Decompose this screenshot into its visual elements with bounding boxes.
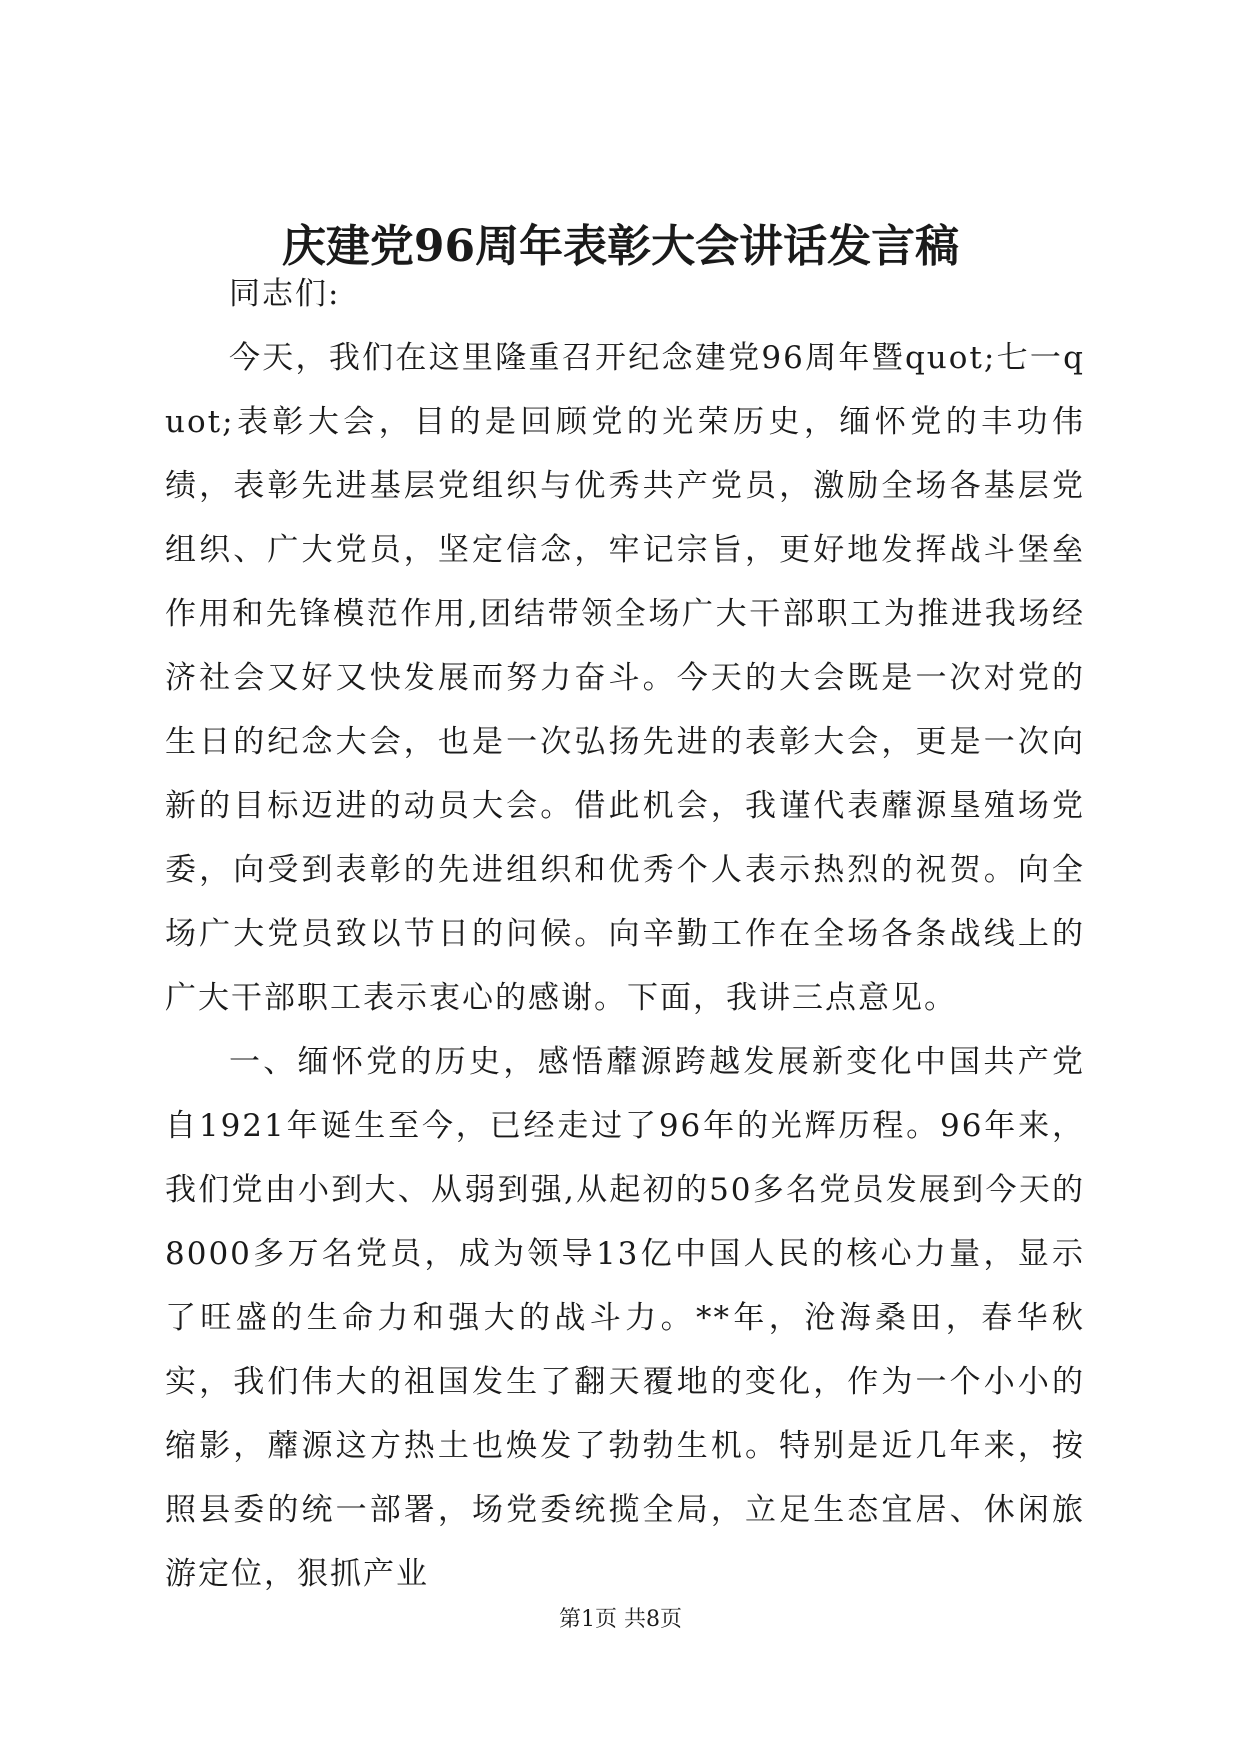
document-body bbox=[165, 262, 1085, 1606]
page-number-footer: 第1页 共8页 bbox=[559, 1607, 682, 1632]
document-title: 庆建党96周年表彰大会讲话发言稿 bbox=[281, 221, 960, 272]
body-paragraph-1: 今天，我们在这里隆重召开纪念建党96周年暨quot;七一quot;表彰大会，目的是回顾党的光荣历史，缅怀党的丰功伟绩，表彰先进基层党组织与优秀共产党员，激励全场各基层党组织、广大党员，坚定信念，牢记宗旨，更好地发挥战斗堡垒作用和先锋模范作用,团结带领全场广大干部职工为推进我场经济社会又好又快发展而努力奋斗。今天的大会既是一次对党的生日的纪念大会，也是一次弘扬先进的表彰大会，更是一次向新的目标迈进的动员大会。借此机会，我谨代表蘼源垦殖场党委，向受到表彰的先进组织和优秀个人表示热烈的祝贺。向全场广大党员致以节日的问候。向辛勤工作在全场各条战线上的广大干部职工表示衷心的感谢。下面，我讲三点意见。 bbox=[165, 340, 1085, 1016]
body-paragraph-2: 一、缅怀党的历史，感悟蘼源跨越发展新变化中国共产党自1921年诞生至今，已经走过了96年的光辉历程。96年来，我们党由小到大、从弱到强,从起初的50多名党员发展到今天的8000多万名党员，成为领导13亿中国人民的核心力量，显示了旺盛的生命力和强大的战斗力。**年，沧海桑田，春华秋实，我们伟大的祖国发生了翻天覆地的变化，作为一个小小的缩影，蘼源这方热土也焕发了勃勃生机。特别是近几年来，按照县委的统一部署，场党委统揽全局，立足生态宜居、休闲旅游定位，狠抓产业 bbox=[165, 1044, 1085, 1592]
salutation-paragraph: 同志们: bbox=[229, 276, 341, 312]
